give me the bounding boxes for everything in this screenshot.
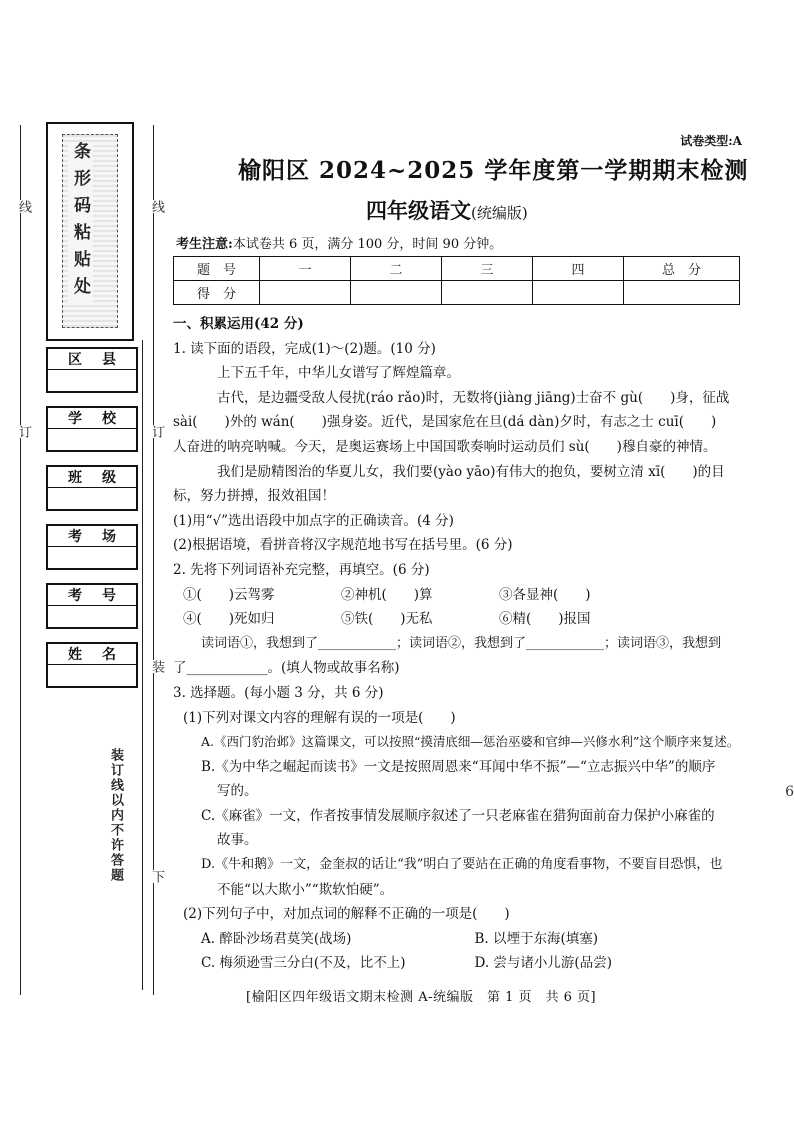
idiom-row xyxy=(173,583,748,608)
binding-mark-ding-left: 订 xyxy=(16,425,31,438)
question-1-2: (2)根据语境，看拼音将汉字规范地书写在括号里。(6 分) xyxy=(173,537,513,554)
option-d: D.《牛和鹅》一文，金奎叔的话让“我”明白了要站在正确的角度看事物，不要盲目恐惧，也 xyxy=(201,857,723,873)
barcode-label: 条形码粘贴处 xyxy=(68,142,93,304)
idiom-item: ①( )云驾雾 xyxy=(183,586,275,603)
binding-mark-line-left: 线 xyxy=(16,200,31,213)
field-label-a: 考 xyxy=(68,529,82,545)
binding-mark-xia: 下 xyxy=(149,870,164,883)
idiom-item: ⑥精( )报国 xyxy=(499,611,591,628)
passage-line: 我们是励精图治的华夏儿女，我们要(yào yāo)有伟大的抱负，要树立清 xī( )的目 xyxy=(217,463,725,480)
field-label-a: 考 xyxy=(68,588,82,604)
field-label-b: 名 xyxy=(102,647,116,663)
notice-label: 考生注意: xyxy=(176,237,233,252)
field-label-a: 学 xyxy=(68,411,82,427)
page-edge-mark: 6 xyxy=(785,784,794,800)
option-c: C.《麻雀》一文，作者按事情发展顺序叙述了一只老麻雀在猎狗面前奋力保护小麻雀的 xyxy=(201,807,715,824)
score-cell[interactable] xyxy=(624,281,740,305)
score-header-row xyxy=(174,257,740,281)
idiom-row xyxy=(173,607,748,632)
option-d-cont: 不能“以大欺小”“欺软怕硬”。 xyxy=(217,881,394,898)
score-header-cell: 一 xyxy=(260,257,351,281)
fill-line: 了____________。(填人物或故事名称) xyxy=(173,660,400,677)
question-3-1: (1)下列对课文内容的理解有误的一项是( ) xyxy=(183,709,456,726)
field-label-a: 姓 xyxy=(68,647,82,663)
question-1: 1. 读下面的语段，完成(1)～(2)题。(10 分) xyxy=(173,340,436,357)
option-b: B. 以堙于东海(填塞) xyxy=(474,930,599,947)
field-label-a: 班 xyxy=(68,470,82,486)
exam-content xyxy=(173,312,748,976)
field-input-exam-number[interactable] xyxy=(48,606,136,626)
option-d: D. 尝与诸小儿游(品尝) xyxy=(474,955,612,972)
idiom-item: ②神机( )算 xyxy=(341,586,433,603)
paper-type: 试卷类型:A xyxy=(680,134,742,148)
question-2: 2. 先将下列词语补充完整，再填空。(6 分) xyxy=(173,561,430,578)
field-label-b: 场 xyxy=(102,529,116,545)
passage-line: 上下五千年，中华儿女谱写了辉煌篇章。 xyxy=(217,365,460,382)
question-3: 3. 选择题。(每小题 3 分，共 6 分) xyxy=(173,684,384,701)
score-cell[interactable] xyxy=(442,281,533,305)
edition: (统编版) xyxy=(471,204,528,222)
field-district[interactable] xyxy=(46,347,138,393)
score-cell[interactable] xyxy=(351,281,442,305)
passage-line: 人奋进的呐亮呐喊。今天，是奥运赛场上中国国歌奏响时运动员们 sù( )穆自豪的神情。 xyxy=(173,438,717,455)
field-label-b: 县 xyxy=(102,352,116,368)
score-row-label: 得 分 xyxy=(174,281,260,305)
idiom-item: ④( )死如归 xyxy=(183,611,275,628)
field-exam-room[interactable] xyxy=(46,524,138,570)
score-header-cell: 二 xyxy=(351,257,442,281)
option-a: A. 醉卧沙场君莫笑(战场) xyxy=(201,930,352,947)
score-header-cell: 总 分 xyxy=(624,257,740,281)
field-label-a: 区 xyxy=(68,352,82,368)
subject-title xyxy=(366,195,528,225)
field-input-school[interactable] xyxy=(48,429,136,449)
binding-mark-zhuang: 装 xyxy=(149,660,164,673)
field-input-exam-room[interactable] xyxy=(48,547,136,567)
fill-line: 读词语①，我想到了____________；读词语②，我想到了____________；读词语③，我想到 xyxy=(201,635,722,651)
field-input-class[interactable] xyxy=(48,488,136,508)
page-footer: [榆阳区四年级语文期末检测 A-统编版 第 1 页 共 6 页] xyxy=(246,990,597,1005)
option-row xyxy=(173,927,748,952)
score-header-cell: 题 号 xyxy=(174,257,260,281)
field-school[interactable] xyxy=(46,406,138,452)
option-a: A.《西门豹治邺》这篇课文，可以按照“摸清底细—惩治巫婆和官绅—兴修水利”这个顺序来复述。 xyxy=(201,734,740,750)
score-table xyxy=(173,256,740,305)
field-exam-number[interactable] xyxy=(46,583,138,629)
field-label-b: 校 xyxy=(102,411,116,427)
passage-line: sài( )外的 wán( )强身姿。近代，是国家危在旦(dá dàn)夕时，有志之士 cuī( ) xyxy=(173,414,717,431)
barcode-sticker-area xyxy=(46,122,134,341)
option-c-cont: 故事。 xyxy=(217,832,258,849)
option-b: B.《为中华之崛起而读书》一文是按照周恩来“耳闻中华不振”—“立志振兴中华”的顺序 xyxy=(201,758,716,775)
binding-line-right xyxy=(153,125,154,995)
binding-line-left xyxy=(20,125,21,995)
field-class[interactable] xyxy=(46,465,138,511)
score-cell[interactable] xyxy=(533,281,624,305)
score-cell[interactable] xyxy=(260,281,351,305)
score-header-cell: 三 xyxy=(442,257,533,281)
question-1-1: (1)用“√”选出语段中加点字的正确读音。(4 分) xyxy=(173,512,454,529)
option-row xyxy=(173,951,748,976)
idiom-item: ③各显神( ) xyxy=(499,586,591,603)
binding-line-inner xyxy=(142,340,143,990)
option-c: C. 梅须逊雪三分白(不及，比不上) xyxy=(201,955,406,972)
option-b-cont: 写的。 xyxy=(217,783,258,800)
idiom-item: ⑤铁( )无私 xyxy=(341,611,433,628)
field-label-b: 号 xyxy=(102,588,116,604)
binding-mark-line-right: 线 xyxy=(149,200,164,213)
passage-line: 古代，是边疆受敌人侵扰(ráo rǎo)时，无数将(jiàng jiāng)士奋不 gù( )身，征战 xyxy=(217,389,730,406)
score-header-cell: 四 xyxy=(533,257,624,281)
binding-warning: 装订线以内不许答题 xyxy=(108,748,123,883)
field-input-name[interactable] xyxy=(48,665,136,685)
notice-text: 本试卷共 6 页，满分 100 分，时间 90 分钟。 xyxy=(232,237,503,252)
field-label-b: 级 xyxy=(102,470,116,486)
score-value-row xyxy=(174,281,740,305)
passage-line: 标，努力拼搏，报效祖国！ xyxy=(173,488,335,505)
subject-name: 四年级语文 xyxy=(366,198,471,223)
binding-mark-ding-right: 订 xyxy=(149,425,164,438)
page-title: 榆阳区 2024~2025 学年度第一学期期末检测 xyxy=(238,157,749,184)
field-input-district[interactable] xyxy=(48,370,136,390)
question-3-2: (2)下列句子中，对加点词的解释不正确的一项是( ) xyxy=(183,906,510,923)
exam-notice xyxy=(176,233,502,252)
field-name[interactable] xyxy=(46,642,138,688)
section-heading: 一、积累运用(42 分) xyxy=(173,316,304,332)
